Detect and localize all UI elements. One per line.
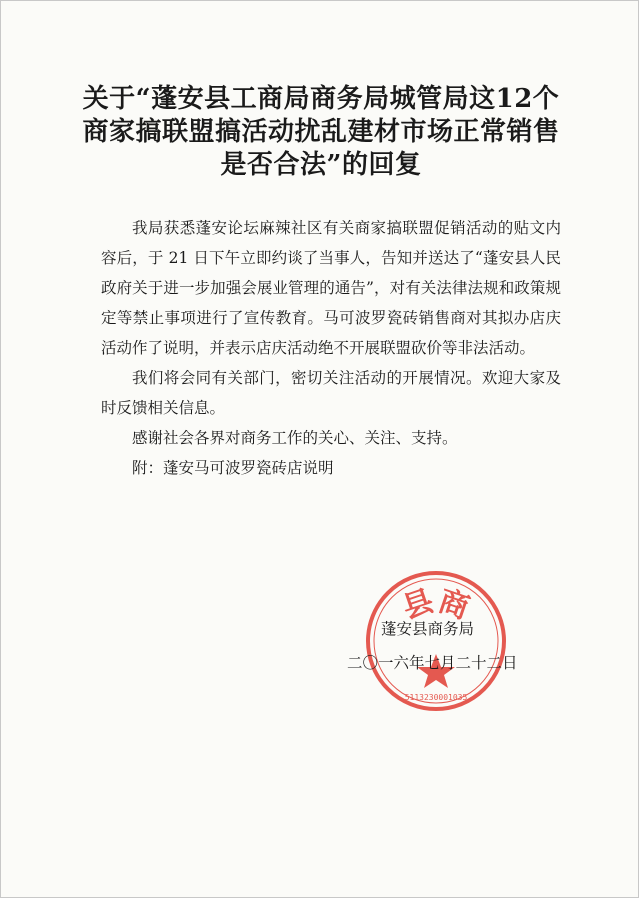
title-line-2: 商家搞联盟搞活动扰乱建材市场正常销售 — [82, 117, 560, 147]
attachment-note: 附：蓬安马可波罗瓷砖店说明 — [132, 459, 334, 477]
paragraph-2: 我们将会同有关部门，密切关注活动的开展情况。欢迎大家及时反馈相关信息。 — [101, 369, 561, 417]
paragraph-3: 感谢社会各界对商务工作的关心、关注、支持。 — [132, 429, 458, 447]
official-seal — [361, 566, 511, 716]
seal-text: 县商 — [398, 583, 474, 627]
seal-code: 5113230001035 — [404, 693, 468, 702]
title-line-1: 关于“蓬安县工商局商务局城管局这12个 — [82, 84, 560, 114]
paragraph-1: 我局获悉蓬安论坛麻辣社区有关商家搞联盟促销活动的贴文内容后，于 21 日下午立即约谈了当事人，告知并送达了“蓬安县人民政府关于进一步加强会展业管理的通告”，对有关法律法规和政策规定等禁止事项进行了宣传教育。马可波罗瓷砖销售商对其拟办店庆活动作了说明，并表示店庆活动绝不开展联盟砍价等非法活动。 — [101, 219, 561, 357]
document-title — [61, 83, 581, 182]
document-body — [101, 213, 561, 483]
issuer-signature: 蓬安县商务局 — [381, 620, 475, 638]
title-line-3: 是否合法”的回复 — [220, 150, 422, 180]
issue-date: 二〇一六年七月二十二日 — [347, 654, 518, 672]
